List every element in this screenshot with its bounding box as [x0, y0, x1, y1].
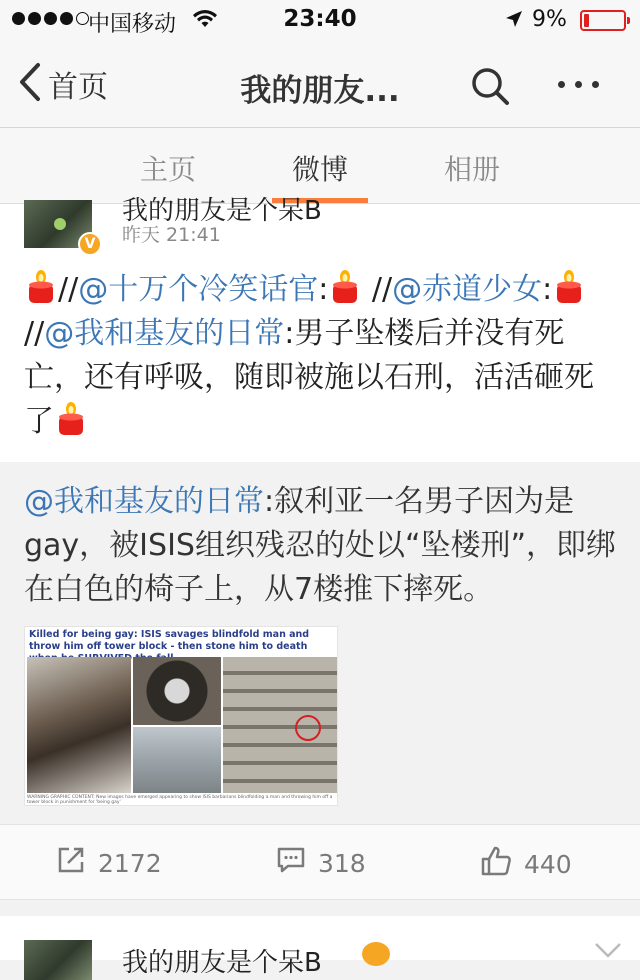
mention-link[interactable]: @十万个冷笑话官	[78, 272, 319, 307]
comment-icon	[276, 845, 306, 881]
news-image[interactable]	[24, 626, 338, 806]
back-label: 首页	[48, 70, 108, 105]
news-photo-city	[133, 727, 221, 793]
like-count: 440	[524, 849, 572, 879]
highlight-circle	[295, 715, 321, 741]
repost-body: :叙利亚一名男子因为是gay，被ISIS组织残忍的处以“坠楼刑”，即绑在白色的椅子上，从7楼推下摔死。	[24, 484, 617, 607]
news-caption: WARNING GRAPHIC CONTENT: New images have emerged appearing to show ISIS barbarians blindfolding a man and throwing him off a tower block in punishment for 'being gay'	[27, 795, 333, 805]
repost-separator: //	[24, 316, 45, 351]
mention-link[interactable]: @赤道少女	[392, 272, 543, 307]
status-bar	[0, 0, 640, 40]
colon: :	[318, 272, 329, 307]
next-post-card[interactable]	[0, 916, 640, 978]
news-photo-crowd	[133, 657, 221, 725]
share-icon	[56, 845, 86, 881]
repost-text	[24, 480, 620, 612]
nav-bar	[0, 40, 640, 128]
tab-album[interactable]: 相册	[443, 153, 500, 186]
repost-button[interactable]	[56, 845, 162, 881]
comment-button[interactable]	[276, 845, 366, 881]
mention-link[interactable]: @我和基友的日常	[24, 484, 264, 519]
comment-count: 318	[318, 848, 366, 878]
candle-emoji-icon	[54, 401, 88, 437]
post-text	[24, 268, 620, 444]
tab-weibo[interactable]: 微博	[291, 153, 348, 186]
search-icon[interactable]	[470, 66, 510, 110]
repost-separator: //	[58, 272, 79, 307]
repost-separator: //	[362, 272, 393, 307]
carrier-label: 中国移动	[88, 12, 177, 37]
post-body: :男子坠楼后并没有死亡，还有呼吸，随即被施以石刑，活活砸死了	[24, 316, 594, 439]
like-button[interactable]	[480, 845, 572, 883]
news-headline: Killed for being gay: ISIS savages blindfold man and throw him off tower block - then stone him to death	[29, 629, 310, 652]
news-photo-left	[27, 657, 131, 793]
clock: 23:40	[283, 6, 357, 32]
page-title: 我的朋友...	[240, 73, 400, 109]
battery-percent: 9%	[532, 7, 567, 32]
post-actions	[0, 824, 640, 900]
crown-badge-icon	[362, 942, 390, 966]
post-author[interactable]: 我的朋友是个呆B	[122, 196, 322, 226]
avatar[interactable]	[24, 940, 92, 980]
verified-badge-icon: V	[78, 232, 102, 256]
battery-icon	[580, 10, 626, 31]
chevron-down-icon[interactable]	[594, 940, 622, 964]
colon: :	[542, 272, 553, 307]
repost-count: 2172	[98, 848, 162, 878]
location-arrow-icon	[504, 9, 524, 35]
candle-emoji-icon	[552, 269, 586, 305]
candle-emoji-icon	[328, 269, 362, 305]
next-post-author[interactable]: 我的朋友是个呆B	[122, 948, 322, 978]
tab-home[interactable]: 主页	[139, 153, 196, 186]
mention-link[interactable]: @我和基友的日常	[44, 316, 285, 351]
thumbs-up-icon	[480, 845, 512, 883]
reposted-content[interactable]	[0, 462, 640, 824]
post-card[interactable]	[0, 196, 640, 824]
post-timestamp: 昨天 21:41	[122, 224, 221, 246]
candle-emoji-icon	[24, 269, 58, 305]
more-options-icon[interactable]	[558, 81, 599, 88]
